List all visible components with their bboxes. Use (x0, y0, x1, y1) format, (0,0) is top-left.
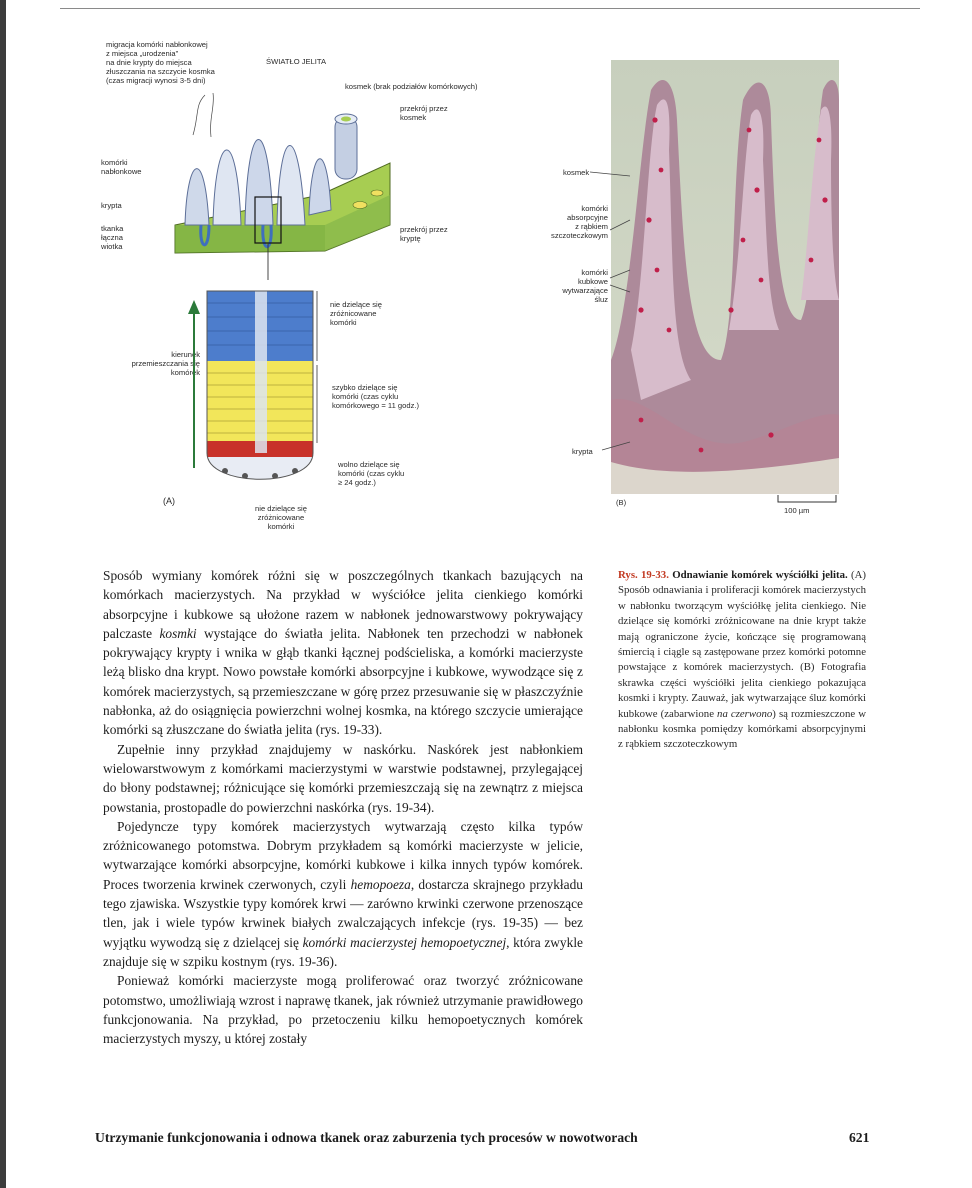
epithelial-label: komórki nabłonkowe (101, 158, 142, 176)
caption-text-italic: na czerwono (717, 707, 773, 720)
direction-label: kierunek przemieszczania się komórek (131, 350, 200, 377)
crypt-label-b: krypta (572, 447, 593, 456)
crypt-section-label: przekrój przez kryptę (400, 225, 448, 243)
intestine-tissue-block (165, 75, 400, 280)
paragraph-1: Sposób wymiany komórek różni się w poszczególnych tkankach bazujących na komórkach macierzystych. Na przykład w wyściółce jelita cienkiego komórki absorpcyjne i kubkowe są ułożone razem w nabłonek jednowarstwowy pokrywający palczaste kosmki wystające do światła jelita. Nabłonek ten przechodzi w nabłonek pokrywający krypty i wnika w głąb tkanki łącznej podścieliska, a komórki macierzyste leżą blisko dna krypt. Nowo powstałe komórki absorpcyjne i kubkowe, wywodzące się z komórek macierzystych, są przemieszczane w górę przez przesuwanie się w płaszczyźnie nabłonka, aż do osiągnięcia powierzchni wolnej kosmka, na którego szczycie umierające komórki są złuszczane do światła jelita (rys. 19-33). (103, 568, 583, 738)
movement-arrow (186, 300, 202, 470)
goblet-cells-label: komórki kubkowe wytwarzające śluz (562, 268, 608, 304)
connective-label: tkanka łączna wiotka (101, 224, 124, 251)
caption-number: Rys. 19-33. (618, 569, 669, 581)
villus-label-b: kosmek (563, 168, 590, 177)
main-body-text (103, 566, 583, 1048)
villus-section-label: przekrój przez kosmek (400, 104, 448, 122)
crypt-label-a: krypta (101, 201, 122, 210)
absorptive-cells-label: komórki absorpcyjne z rąbkiem szczoteczkowym (551, 204, 608, 240)
panel-label-a: (A) (163, 496, 175, 506)
villus-note: kosmek (brak podziałów komórkowych) (345, 82, 478, 91)
paragraph-2: Zupełnie inny przykład znajdujemy w naskórku. Naskórek jest nabłonkiem wielowarstwowym z komórkami macierzystymi w warstwie podstawnej, przylegającej do błony podstawnej; różnicujące się komórki przemieszczają się na zewnątrz z miejsca powstania, prostopadle do powierzchni naskórka (rys. 19-34). (103, 741, 583, 815)
running-footer-title: Utrzymanie funkcjonowania i odnowa tkanek oraz zaburzenia tych procesów w nowotworach (95, 1130, 638, 1145)
figure-caption (618, 568, 866, 753)
paragraph-3: Pojedyncze typy komórek macierzystych wytwarzają często kilka typów zróżnicowanego potomstwa. Dobrym przykładem są komórki macierzyste w jelicie, wytwarzające komórki absorpcyjne, komórki kubkowe i kilka innych typów komórek. Proces tworzenia krwinek czerwonych, czyli hemopoeza, dostarcza skrajnego przykładu tego zjawiska. Wszystkie typy komórek krwi — zarówno krwinki czerwone przenoszące tlen, jak i wiele typów krwinek białych zwalczających infekcje (rys. 19-35) — bez wyjątku wywodzą się z dzielącej się komórki macierzystej hemopoetycznej, która zwykle znajduje się w szpiku kostnym (rys. 19-36). (103, 818, 583, 969)
nondividing-top-label: nie dzielące się zróżnicowane komórki (330, 300, 382, 327)
nondividing-bottom-label: nie dzielące się zróżnicowane komórki (255, 504, 307, 531)
slow-dividing-label: wolno dzielące się komórki (czas cyklu ≥ 24 godz.) (338, 460, 405, 487)
caption-title: Odnawianie komórek wyściółki jelita. (672, 569, 848, 581)
scan-edge-shadow (0, 0, 6, 1188)
caption-text-2: ) są rozmieszczone w nabłonku kosmka pomiędzy komórkami absorpcyjnymi z rąbkiem szczoteczkowym (618, 707, 866, 751)
top-rule (60, 8, 920, 9)
lumen-label: ŚWIATŁO JELITA (266, 57, 327, 66)
micrograph-leader-lines (590, 160, 850, 505)
migration-note: migracja komórki nabłonkowej z miejsca „urodzenia” na dnie krypty do miejsca złuszczania na szczycie kosmka (czas migracji wynosi 3-5 dni) (106, 40, 215, 85)
page-number: 621 (849, 1130, 870, 1145)
panel-label-b: (B) (616, 498, 627, 507)
crypt-detail-diagram (195, 283, 335, 498)
paragraph-4: Ponieważ komórki macierzyste mogą proliferować oraz tworzyć zróżnicowane potomstwo, umożliwiają wzrost i naprawę tkanek, jak również utrzymanie prawidłowego funkcjonowania. Na przykład, po przetoczeniu kilku hemopoetycznych komórek macierzystych myszy, u której zostały (103, 973, 583, 1047)
caption-text-1: (A) Sposób odnawiania i proliferacji komórek macierzystych w nabłonku tworzącym wyściółkę jelita cienkiego. Nie dzielące się komórki zróżnicowane na dnie krypt także mają ograniczone życie, kończące się programowaną śmiercią i ciągle są zastępowane przez komórki potomne powstające z komórek macierzystych. (B) Fotografia skrawka części wyściółki jelita cienkiego pokazująca kosmki i krypty. Zauważ, jak wytwarzające śluz komórki kubkowe (zabarwione (618, 569, 867, 720)
scale-bar-label: 100 µm (784, 506, 810, 515)
fast-dividing-label: szybko dzielące się komórki (czas cyklu komórkowego = 11 godz.) (332, 383, 420, 410)
